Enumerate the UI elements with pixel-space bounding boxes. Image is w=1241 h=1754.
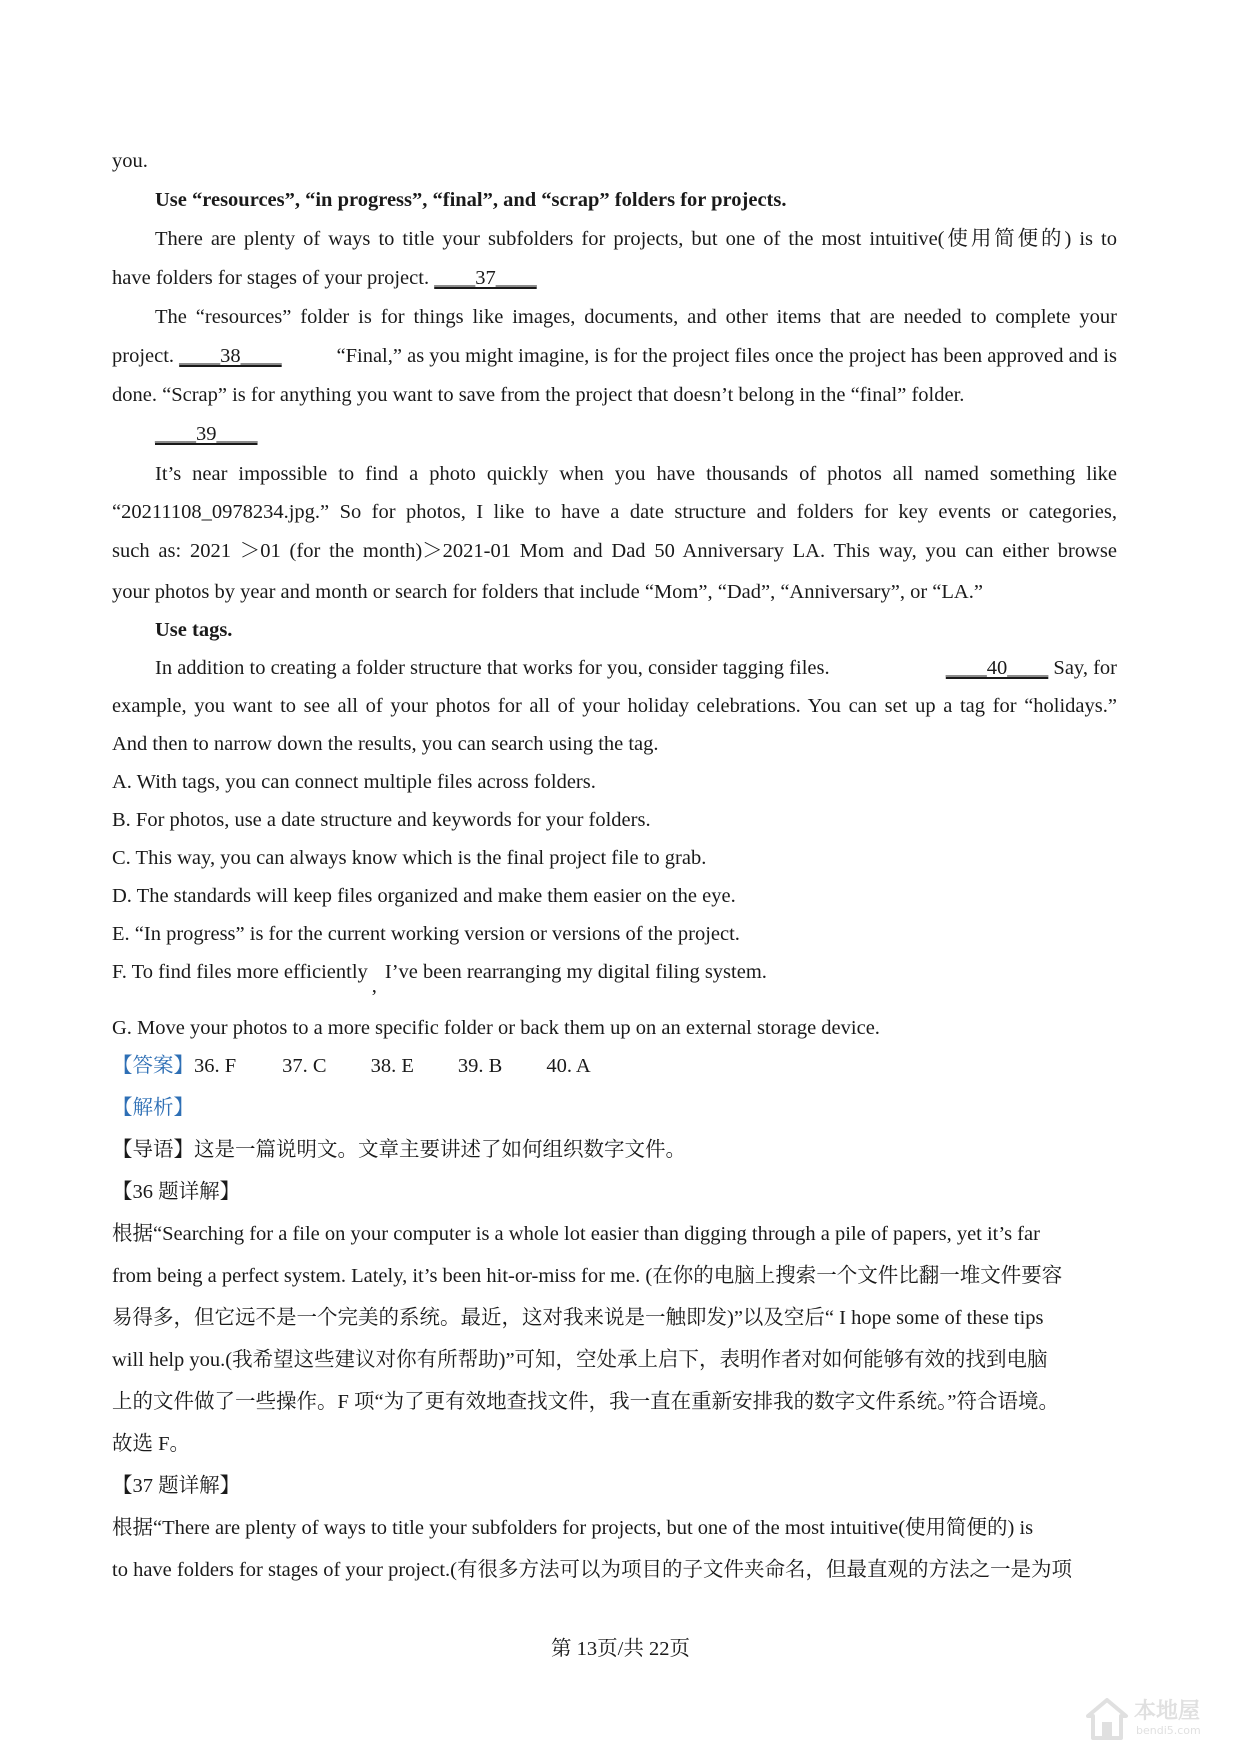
q36-heading: 【36 题详解】 [112, 1181, 241, 1203]
option-d: D. The standards will keep files organized and make them easier on the eye. [112, 885, 736, 907]
passage-text: In addition to creating a folder structure that works for you, consider tagging files. [155, 657, 830, 679]
analysis-label: 【解析】 [112, 1097, 194, 1119]
option-e: E. “In progress” is for the current working version or versions of the project. [112, 923, 740, 945]
blank-39: ____39____ [155, 423, 258, 445]
analysis-line: 根据“Searching for a file on your computer is a whole lot easier than digging through a pile of papers, yet it’s far [112, 1223, 1040, 1245]
answer-39: 39. B [457, 1055, 503, 1077]
analysis-line: from being a perfect system. Lately, it’s been hit-or-miss for me. (在你的电脑上搜索一个文件比翻一堆文件要容 [112, 1265, 1063, 1287]
q37-heading: 【37 题详解】 [112, 1475, 241, 1497]
passage-line: There are plenty of ways to title your subfolders for projects, but one of the most intuitive(使用简便的) is to [155, 228, 1117, 250]
passage-line [155, 653, 1117, 683]
passage-text: have folders for stages of your project. [112, 267, 435, 289]
watermark-domain: bendi5.com [1136, 1724, 1201, 1737]
passage-line: It’s near impossible to find a photo quickly when you have thousands of photos all named something like [155, 463, 1117, 485]
passage-line: done. “Scrap” is for anything you want to save from the project that doesn’t belong in the “final” folder. [112, 384, 965, 406]
watermark-logo [1082, 1694, 1232, 1744]
passage-text [112, 341, 282, 371]
passage-line: your photos by year and month or search for folders that include “Mom”, “Dad”, “Anniversary”, or “LA.” [112, 581, 983, 603]
section-heading: Use tags. [155, 619, 233, 641]
blank-40: ____40____ [945, 657, 1049, 679]
analysis-line: will help you.(我希望这些建议对你有所帮助)”可知，空处承上启下，表明作者对如何能够有效的找到电脑 [112, 1349, 1048, 1371]
option-a: A. With tags, you can connect multiple files across folders. [112, 771, 596, 793]
answer-label: 【答案】 [112, 1055, 194, 1077]
option-b: B. For photos, use a date structure and keywords for your folders. [112, 809, 651, 831]
analysis-line: to have folders for stages of your project.(有很多方法可以为项目的子文件夹命名，但最直观的方法之一是为项 [112, 1559, 1072, 1581]
answer-37: 37. C [282, 1055, 327, 1077]
option-c: C. This way, you can always know which is the final project file to grab. [112, 847, 707, 869]
analysis-line: 故选 F。 [112, 1433, 191, 1455]
passage-line: such as: 2021 ＞01 (for the month)＞2021-01 Mom and Dad 50 Anniversary LA. This way, you can either browse [112, 540, 1117, 562]
answer-38: 38. E [370, 1055, 414, 1077]
passage-line: you. [112, 150, 148, 172]
analysis-intro: 【导语】这是一篇说明文。文章主要讲述了如何组织数字文件。 [112, 1139, 686, 1161]
page-number: 第 13页/共 22页 [551, 1638, 690, 1660]
passage-line: The “resources” folder is for things like images, documents, and other items that are needed to complete your [155, 306, 1117, 328]
option-f-text: I’ve been rearranging my digital filing system. [384, 961, 767, 983]
house-icon [1084, 1696, 1130, 1742]
passage-line: And then to narrow down the results, you can search using the tag. [112, 733, 659, 755]
blank-37: ____37____ [434, 267, 537, 289]
analysis-line: 易得多，但它远不是一个完美的系统。最近，这对我来说是一触即发)”以及空后“ I hope some of these tips [112, 1307, 1044, 1329]
option-f-comma: , [371, 975, 377, 997]
section-heading: Use “resources”, “in progress”, “final”, and “scrap” folders for projects. [155, 189, 787, 211]
passage-text-post: Say, for [1048, 657, 1117, 679]
passage-line [112, 263, 537, 293]
watermark-brand: 本地屋 [1134, 1699, 1201, 1724]
passage-line: example, you want to see all of your photos for all of your holiday celebrations. You can set up a tag for “holidays.” [112, 695, 1117, 717]
blank-38: ____38____ [179, 345, 282, 367]
analysis-line: 上的文件做了一些操作。F 项“为了更有效地查找文件，我一直在重新安排我的数字文件系统。”符合语境。 [112, 1391, 1059, 1413]
passage-text [946, 653, 1117, 683]
passage-line: “20211108_0978234.jpg.” So for photos, I like to have a date structure and folders for key events or categories, [112, 501, 1117, 523]
answer-36: 36. F [194, 1055, 237, 1077]
passage-text: “Final,” as you might imagine, is for the project files once the project has been approved and is [336, 345, 1117, 367]
analysis-line: 根据“There are plenty of ways to title your subfolders for projects, but one of the most intuitive(使用简便的) is [112, 1517, 1034, 1539]
passage-text-pre: project. [112, 345, 180, 367]
option-g: G. Move your photos to a more specific folder or back them up on an external storage device. [112, 1017, 880, 1039]
passage-line [112, 341, 1117, 371]
answer-row [112, 1051, 591, 1081]
option-f-text: F. To find files more efficiently [112, 961, 368, 983]
answer-40: 40. A [546, 1055, 591, 1077]
option-f [112, 957, 767, 997]
